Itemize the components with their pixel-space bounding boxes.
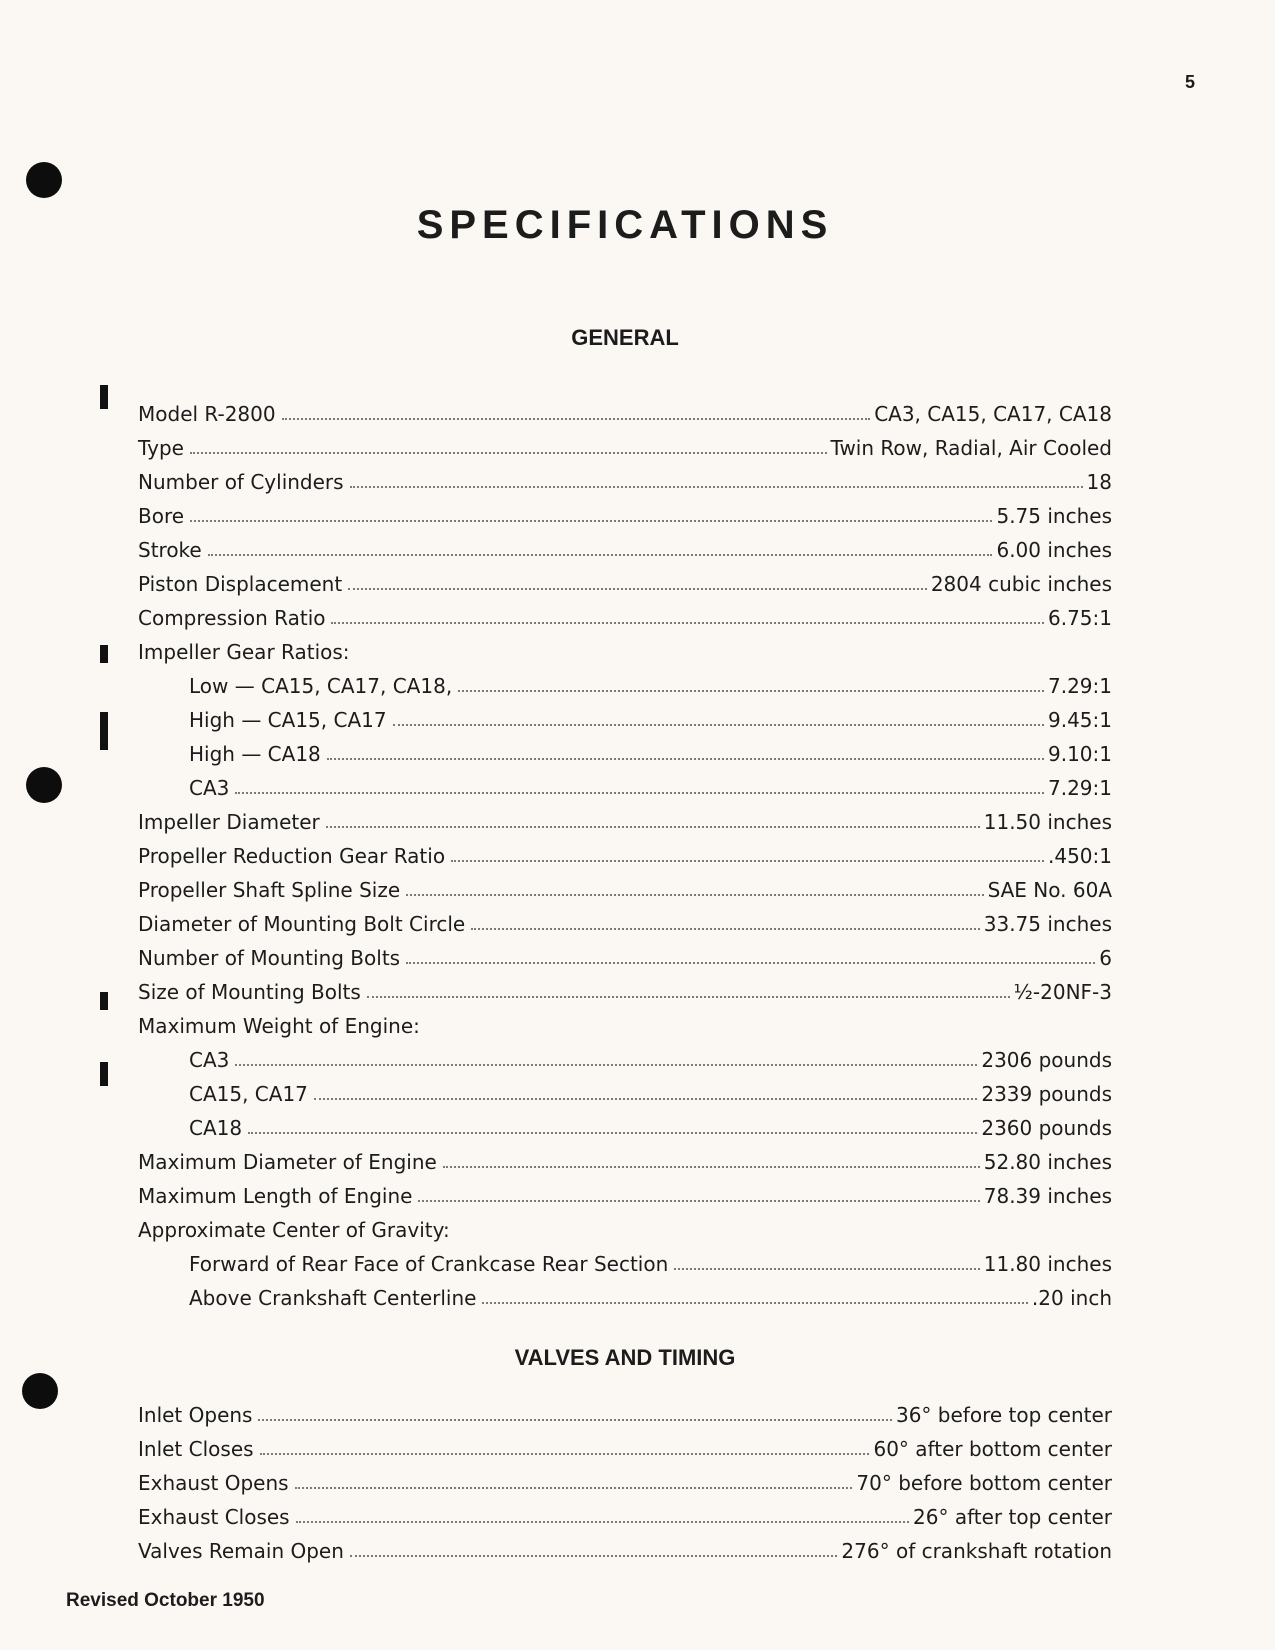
spec-label: Approximate Center of Gravity: <box>138 1218 450 1242</box>
spec-label: Valves Remain Open <box>138 1539 344 1563</box>
spec-label: Maximum Weight of Engine: <box>138 1014 420 1038</box>
spec-row-reduction-ratio <box>0 834 1112 868</box>
spec-label: Propeller Reduction Gear Ratio <box>138 844 446 868</box>
spec-label: Diameter of Mounting Bolt Circle <box>138 912 466 936</box>
dot-leader <box>326 826 980 828</box>
spec-row-bolt-size <box>0 970 1112 1004</box>
section-heading-valves-timing: VALVES AND TIMING <box>514 1345 736 1370</box>
dot-leader <box>471 928 980 930</box>
spec-label: Forward of Rear Face of Crankcase Rear Section <box>189 1252 669 1276</box>
spec-label: Inlet Closes <box>138 1437 254 1461</box>
spec-value: 2804 cubic inches <box>930 572 1112 596</box>
spec-row-bore <box>0 494 1112 528</box>
spec-label: High — CA18 <box>189 742 321 766</box>
spec-value: 6.00 inches <box>996 538 1112 562</box>
spec-label: CA18 <box>189 1116 243 1140</box>
spec-label: Inlet Opens <box>138 1403 253 1427</box>
spec-row-inlet-opens <box>0 1393 1112 1427</box>
spec-label: Exhaust Opens <box>138 1471 289 1495</box>
spec-value: 70° before bottom center <box>856 1471 1112 1495</box>
spec-row-valves-remain-open <box>0 1529 1112 1563</box>
spec-value: 26° after top center <box>913 1505 1112 1529</box>
general-spec-list <box>0 392 1275 1310</box>
spec-row-cylinders <box>0 460 1112 494</box>
dot-leader <box>367 996 1010 998</box>
dot-leader <box>190 452 827 454</box>
dot-leader <box>235 1064 977 1066</box>
valves-timing-spec-list <box>0 1393 1275 1563</box>
spec-row-model <box>0 392 1112 426</box>
dot-leader <box>258 1419 892 1421</box>
spec-label: Piston Displacement <box>138 572 343 596</box>
revision-footer: Revised October 1950 <box>66 1590 265 1611</box>
spec-label: CA3 <box>189 1048 230 1072</box>
page-title: SPECIFICATIONS <box>416 203 834 247</box>
spec-value: 7.29:1 <box>1048 674 1112 698</box>
spec-label: CA15, CA17 <box>189 1082 308 1106</box>
page-number: 5 <box>1185 72 1196 92</box>
spec-label: Maximum Length of Engine <box>138 1184 413 1208</box>
spec-value: 36° before top center <box>895 1403 1112 1427</box>
spec-row-type <box>0 426 1112 460</box>
dot-leader <box>350 486 1083 488</box>
spec-label: Bore <box>138 504 185 528</box>
dot-leader <box>331 622 1044 624</box>
spec-row-weight-ca3 <box>0 1038 1112 1072</box>
spec-label: Compression Ratio <box>138 606 326 630</box>
spec-value: 6 <box>1099 946 1112 970</box>
dot-leader <box>327 758 1044 760</box>
spec-row-impeller-high-ca18 <box>0 732 1112 766</box>
spec-row-weight-ca18 <box>0 1106 1112 1140</box>
spec-value: 2339 pounds <box>981 1082 1112 1106</box>
spec-label: Exhaust Closes <box>138 1505 290 1529</box>
spec-value: .20 inch <box>1031 1286 1112 1310</box>
dot-leader <box>190 520 992 522</box>
spec-row-max-length <box>0 1174 1112 1208</box>
spec-label: Type <box>138 436 184 460</box>
spec-row-displacement <box>0 562 1112 596</box>
spec-label: Impeller Gear Ratios: <box>138 640 350 664</box>
dot-leader <box>393 724 1044 726</box>
dot-leader <box>296 1521 909 1523</box>
spec-value: 78.39 inches <box>983 1184 1112 1208</box>
spec-row-cg-forward <box>0 1242 1112 1276</box>
spec-value: Twin Row, Radial, Air Cooled <box>830 436 1112 460</box>
spec-row-impeller-low <box>0 664 1112 698</box>
spec-row-compression <box>0 596 1112 630</box>
spec-row-impeller-ca3 <box>0 766 1112 800</box>
spec-label: Low — CA15, CA17, CA18, <box>189 674 453 698</box>
dot-leader <box>443 1166 980 1168</box>
spec-row-exhaust-closes <box>0 1495 1112 1529</box>
section-heading-general: GENERAL <box>571 325 679 350</box>
dot-leader <box>282 418 871 420</box>
spec-value: 276° of crankshaft rotation <box>841 1539 1112 1563</box>
spec-value: 11.80 inches <box>983 1252 1112 1276</box>
dot-leader <box>260 1453 870 1455</box>
dot-leader <box>458 690 1044 692</box>
spec-subheading-center-of-gravity <box>0 1208 1112 1242</box>
spec-value: 2360 pounds <box>981 1116 1112 1140</box>
dot-leader <box>674 1268 979 1270</box>
dot-leader <box>482 1302 1027 1304</box>
spec-row-exhaust-opens <box>0 1461 1112 1495</box>
dot-leader <box>350 1555 838 1557</box>
dot-leader <box>451 860 1044 862</box>
dot-leader <box>235 792 1044 794</box>
spec-subheading-impeller-gear <box>0 630 1112 664</box>
spec-row-spline-size <box>0 868 1112 902</box>
spec-label: Maximum Diameter of Engine <box>138 1150 437 1174</box>
spec-value: ½-20NF-3 <box>1013 980 1112 1004</box>
spec-row-bolt-circle <box>0 902 1112 936</box>
spec-subheading-max-weight <box>0 1004 1112 1038</box>
dot-leader <box>348 588 927 590</box>
spec-label: Size of Mounting Bolts <box>138 980 361 1004</box>
dot-leader <box>208 554 993 556</box>
dot-leader <box>406 894 983 896</box>
spec-label: Model R-2800 <box>138 402 276 426</box>
dot-leader <box>418 1200 979 1202</box>
spec-label: High — CA15, CA17 <box>189 708 387 732</box>
spec-value: 5.75 inches <box>996 504 1112 528</box>
punch-hole-top <box>26 162 62 198</box>
spec-row-weight-ca15-ca17 <box>0 1072 1112 1106</box>
spec-label: Number of Cylinders <box>138 470 344 494</box>
spec-row-bolt-count <box>0 936 1112 970</box>
spec-label: Impeller Diameter <box>138 810 320 834</box>
spec-value: 6.75:1 <box>1048 606 1112 630</box>
spec-row-inlet-closes <box>0 1427 1112 1461</box>
spec-label: CA3 <box>189 776 230 800</box>
spec-value: 33.75 inches <box>983 912 1112 936</box>
spec-label: Number of Mounting Bolts <box>138 946 401 970</box>
dot-leader <box>406 962 1095 964</box>
spec-value: .450:1 <box>1048 844 1112 868</box>
spec-label: Stroke <box>138 538 202 562</box>
spec-value: CA3, CA15, CA17, CA18 <box>874 402 1112 426</box>
spec-row-max-diameter <box>0 1140 1112 1174</box>
spec-value: 52.80 inches <box>983 1150 1112 1174</box>
spec-row-cg-above <box>0 1276 1112 1310</box>
spec-row-impeller-high-ca15 <box>0 698 1112 732</box>
dot-leader <box>314 1098 977 1100</box>
spec-value: 11.50 inches <box>983 810 1112 834</box>
spec-label: Above Crankshaft Centerline <box>189 1286 477 1310</box>
spec-value: 9.10:1 <box>1048 742 1112 766</box>
spec-value: 9.45:1 <box>1048 708 1112 732</box>
spec-row-impeller-diameter <box>0 800 1112 834</box>
spec-value: SAE No. 60A <box>987 878 1112 902</box>
spec-label: Propeller Shaft Spline Size <box>138 878 401 902</box>
dot-leader <box>295 1487 853 1489</box>
dot-leader <box>248 1132 977 1134</box>
spec-value: 60° after bottom center <box>873 1437 1112 1461</box>
spec-row-stroke <box>0 528 1112 562</box>
spec-value: 2306 pounds <box>981 1048 1112 1072</box>
spec-value: 7.29:1 <box>1048 776 1112 800</box>
spec-value: 18 <box>1086 470 1112 494</box>
